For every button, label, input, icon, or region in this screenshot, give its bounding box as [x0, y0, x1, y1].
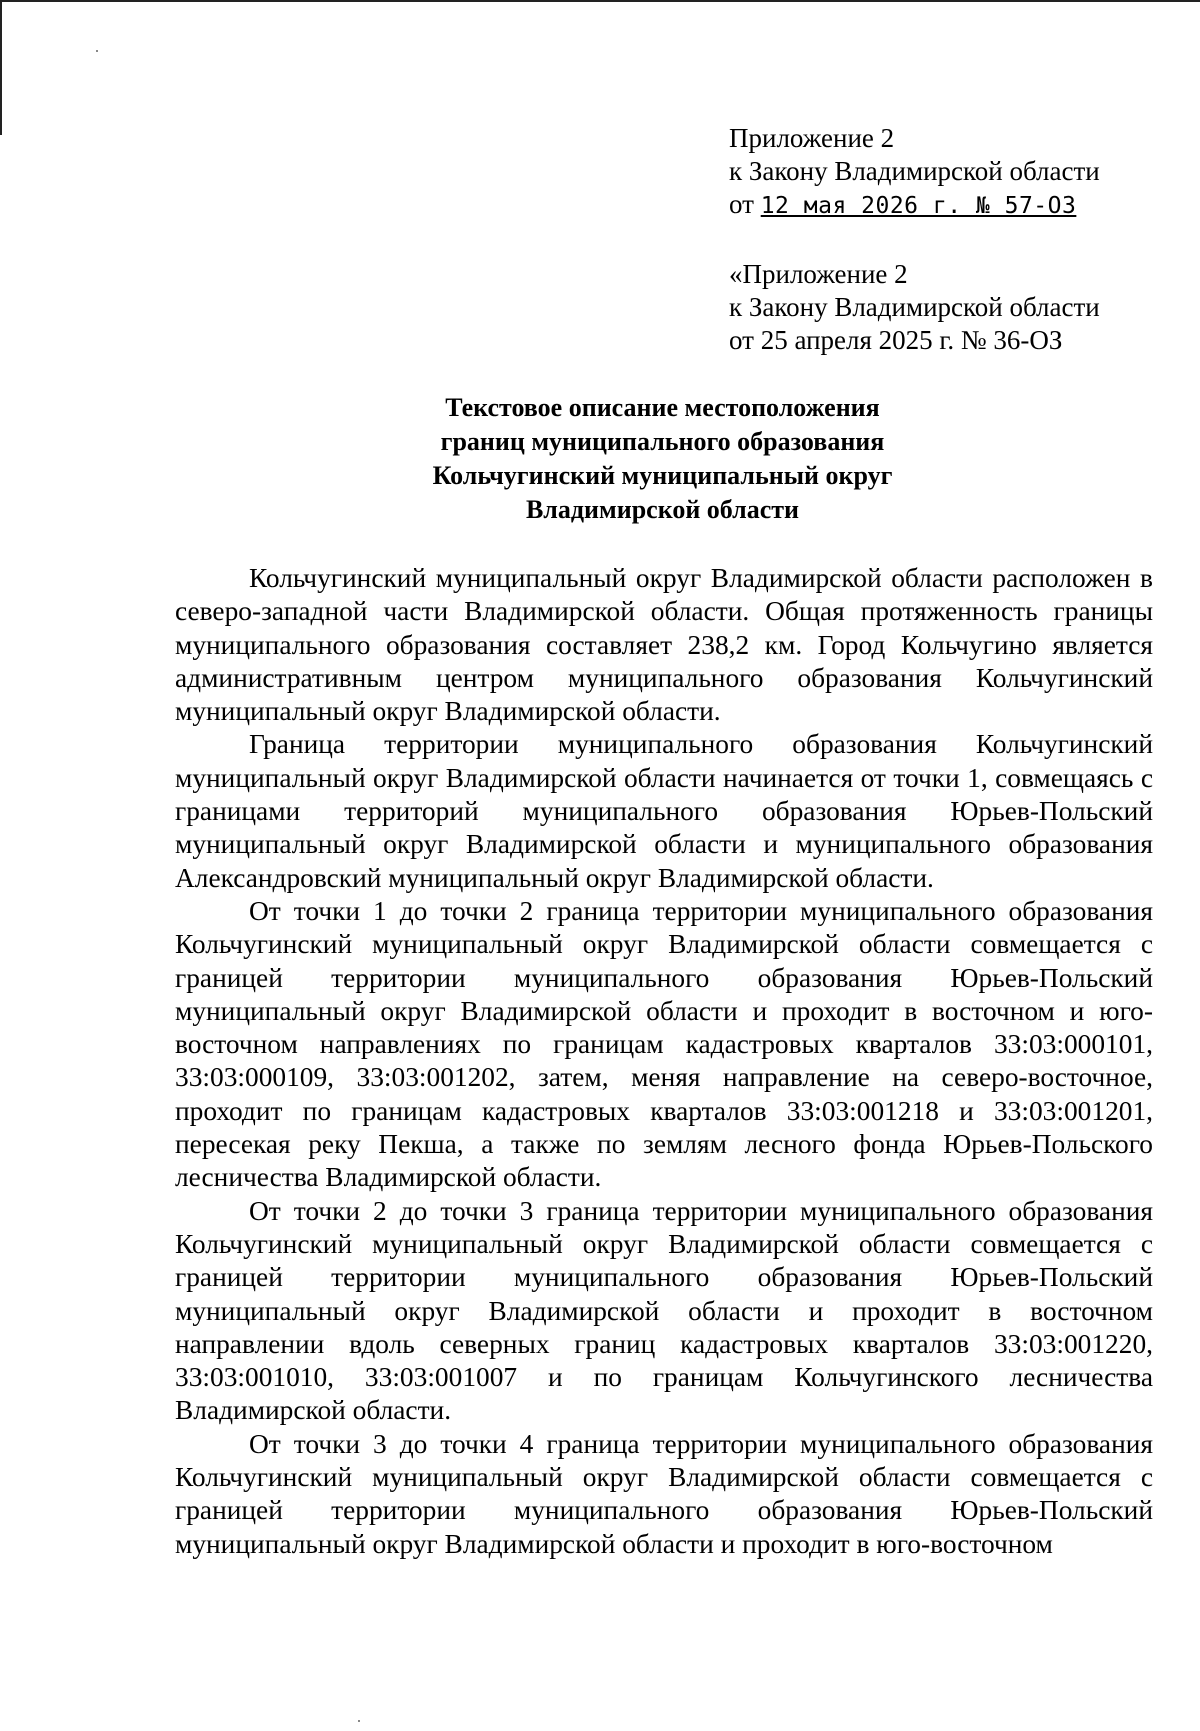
scan-speck	[96, 50, 98, 52]
appendix-label: «Приложение 2	[729, 259, 908, 289]
date-prefix: от	[729, 189, 754, 219]
document-title	[300, 391, 1025, 527]
date-value: 12 мая 2026 г. № 57-ОЗ	[760, 193, 1077, 219]
title-line: Владимирской области	[525, 495, 800, 524]
paragraph: От точки 2 до точки 3 граница территории муниципального образования Кольчугинский муниципальный округ Владимирской области совмещается с границей территории муниципального образования Юрьев-Польский муниципальный округ Владимирской области и проходит в восточном направлении вдоль северных границ кадастровых кварталов 33:03:001220, 33:03:001010, 33:03:001007 и по границам Кольчугинского лесничества Владимирской области.	[175, 1195, 1153, 1426]
paragraph: Кольчугинский муниципальный округ Владимирской области расположен в северо-западной части Владимирской области. Общая протяженность границы муниципального образования составляет 238,2 км. Город Кольчугино является административным центром муниципального образования Кольчугинский муниципальный округ Владимирской области.	[175, 563, 1153, 727]
appendix-law-ref: к Закону Владимирской области	[729, 292, 1100, 322]
paragraph: От точки 3 до точки 4 граница территории муниципального образования Кольчугинский муниципальный округ Владимирской области совмещается с границей территории муниципального образования Юрьев-Польский муниципальный округ Владимирской области и проходит в юго-восточном	[175, 1428, 1153, 1559]
appendix-law-ref: к Закону Владимирской области	[729, 156, 1100, 186]
scan-speck	[358, 1720, 360, 1722]
appendix-date-line: от 25 апреля 2025 г. № 36-ОЗ	[729, 325, 1063, 355]
appendix-label: Приложение 2	[729, 123, 895, 153]
appendix-block-new	[729, 122, 1100, 223]
paragraph: Граница территории муниципального образования Кольчугинский муниципальный округ Владимирской области начинается от точки 1, совмещаясь с границами территорий муниципального образования Юрьев-Польский муниципальный округ Владимирской области и муниципального образования Александровский муниципальный округ Владимирской области.	[175, 729, 1153, 893]
title-line: границ муниципального образования	[440, 427, 885, 456]
appendix-date-line	[729, 188, 1100, 223]
appendix-block-old	[729, 258, 1100, 357]
scan-left-edge	[0, 0, 2, 135]
scan-top-edge	[0, 0, 1200, 2]
title-line: Текстовое описание местоположения	[445, 393, 880, 422]
title-line: Кольчугинский муниципальный округ	[432, 461, 893, 490]
paragraph: От точки 1 до точки 2 граница территории муниципального образования Кольчугинский муниципальный округ Владимирской области совмещается с границей территории муниципального образования Юрьев-Польский муниципальный округ Владимирской области и проходит в восточном и юго-восточном направлениях по границам кадастровых кварталов 33:03:000101, 33:03:000109, 33:03:001202, затем, меняя направление на северо-восточное, проходит по границам кадастровых кварталов 33:03:001218 и 33:03:001201, пересекая реку Пекша, а также по землям лесного фонда Юрьев-Польского лесничества Владимирской области.	[175, 895, 1153, 1193]
document-body	[175, 562, 1153, 1561]
